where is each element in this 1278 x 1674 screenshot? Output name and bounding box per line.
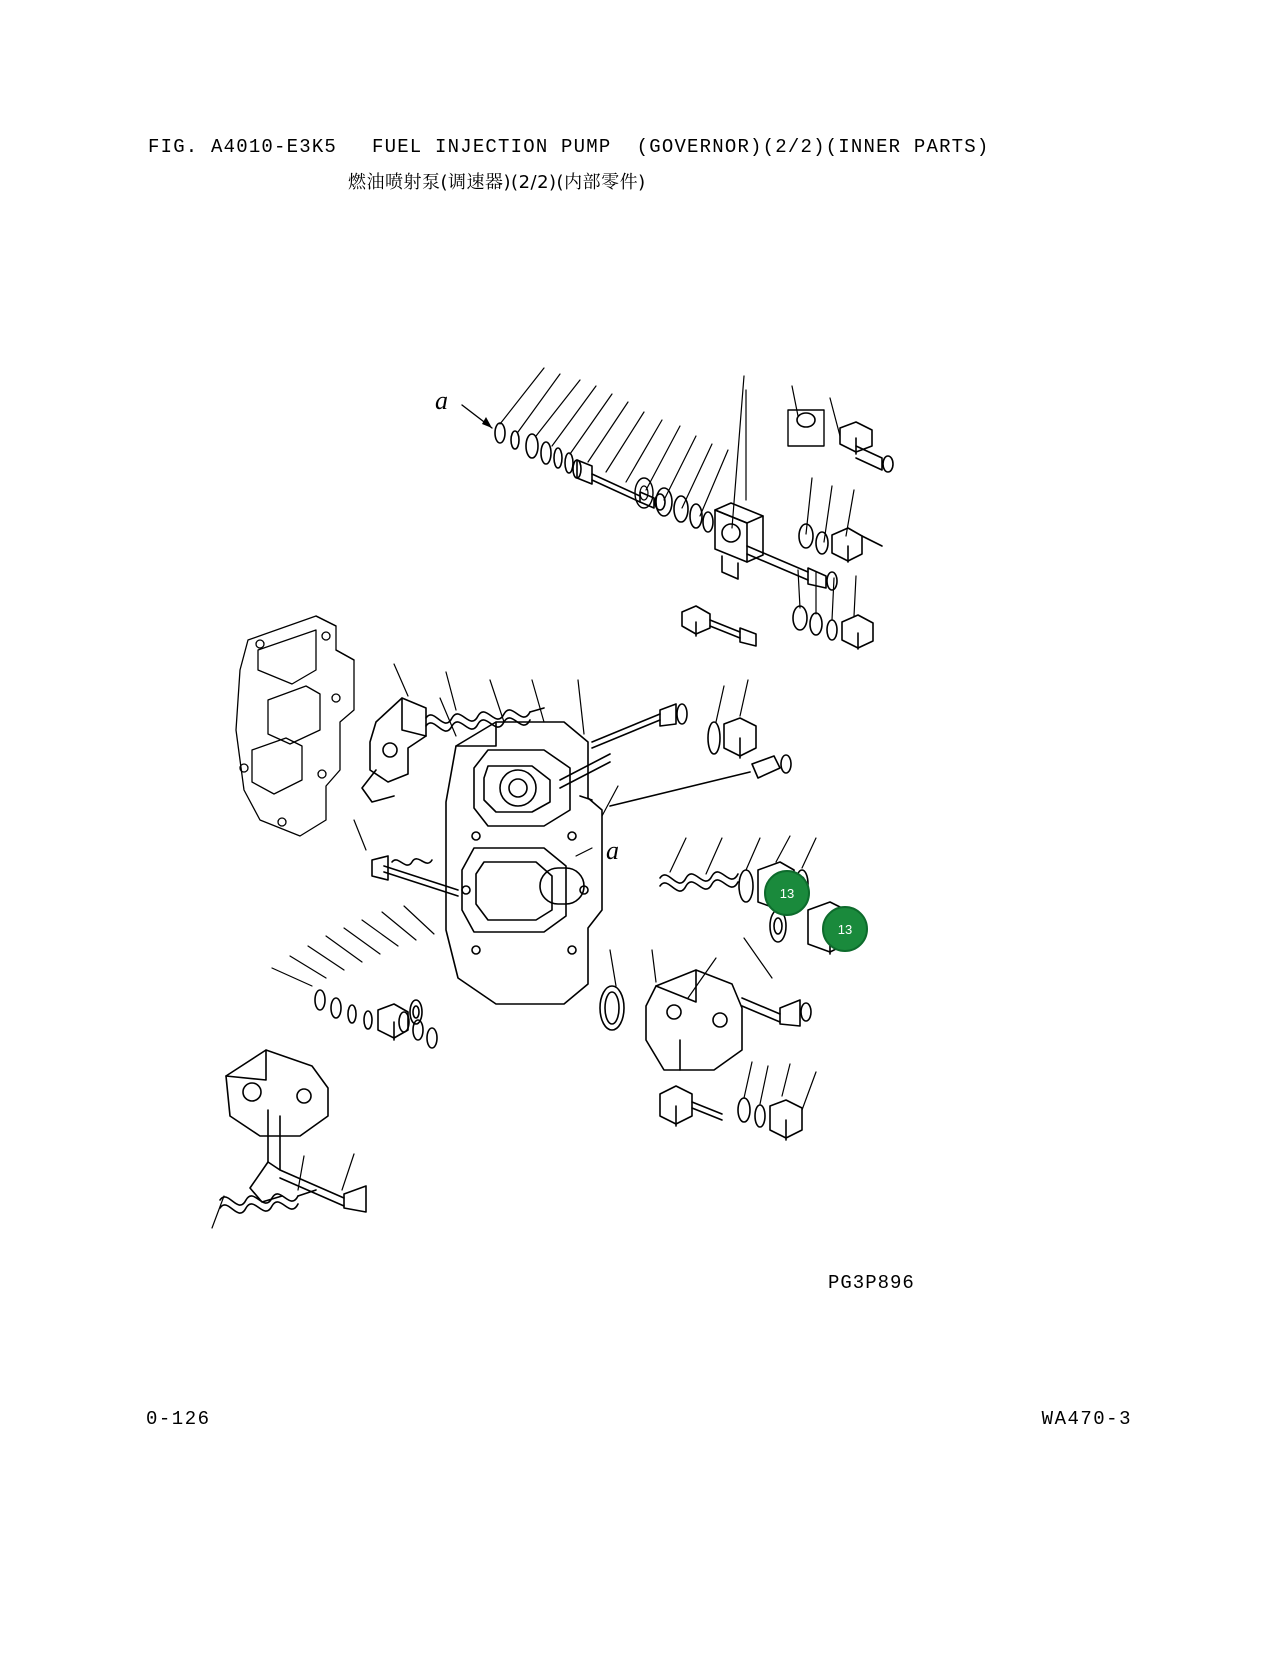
engine-block-ghost [236,616,354,836]
governor-housing [446,722,610,1004]
lower-right-bracket-group [600,950,816,1140]
top-shaft-assembly [462,368,893,649]
drawing-reference-code: PG3P896 [828,1272,915,1294]
callout-number: 13 [837,921,853,937]
figure-title-english: FUEL INJECTION PUMP (GOVERNOR)(2/2)(INNER PARTS) [372,136,990,158]
header-line-english [148,136,1108,158]
linkage-lever-spring [362,664,544,802]
callout-letter-a-top: a [435,386,448,415]
page-number: 0-126 [146,1408,211,1430]
exploded-parts-diagram [140,350,1140,1270]
right-hardware-group [440,680,846,998]
callout-number: 13 [779,885,795,901]
figure-title-chinese: 燃油喷射泵(调速器)(2/2)(内部零件) [348,172,646,193]
diagram-svg [140,350,1140,1270]
figure-code: FIG. A4010-E3K5 [148,136,338,158]
machine-model: WA470-3 [1041,1408,1132,1430]
callout-13-upper[interactable] [764,870,810,916]
lower-lever-arm [212,1050,366,1228]
left-lower-parts [272,820,458,1048]
page-header [148,136,1108,194]
callout-13-lower[interactable] [822,906,868,952]
callout-letter-a-middle: a [606,836,619,865]
